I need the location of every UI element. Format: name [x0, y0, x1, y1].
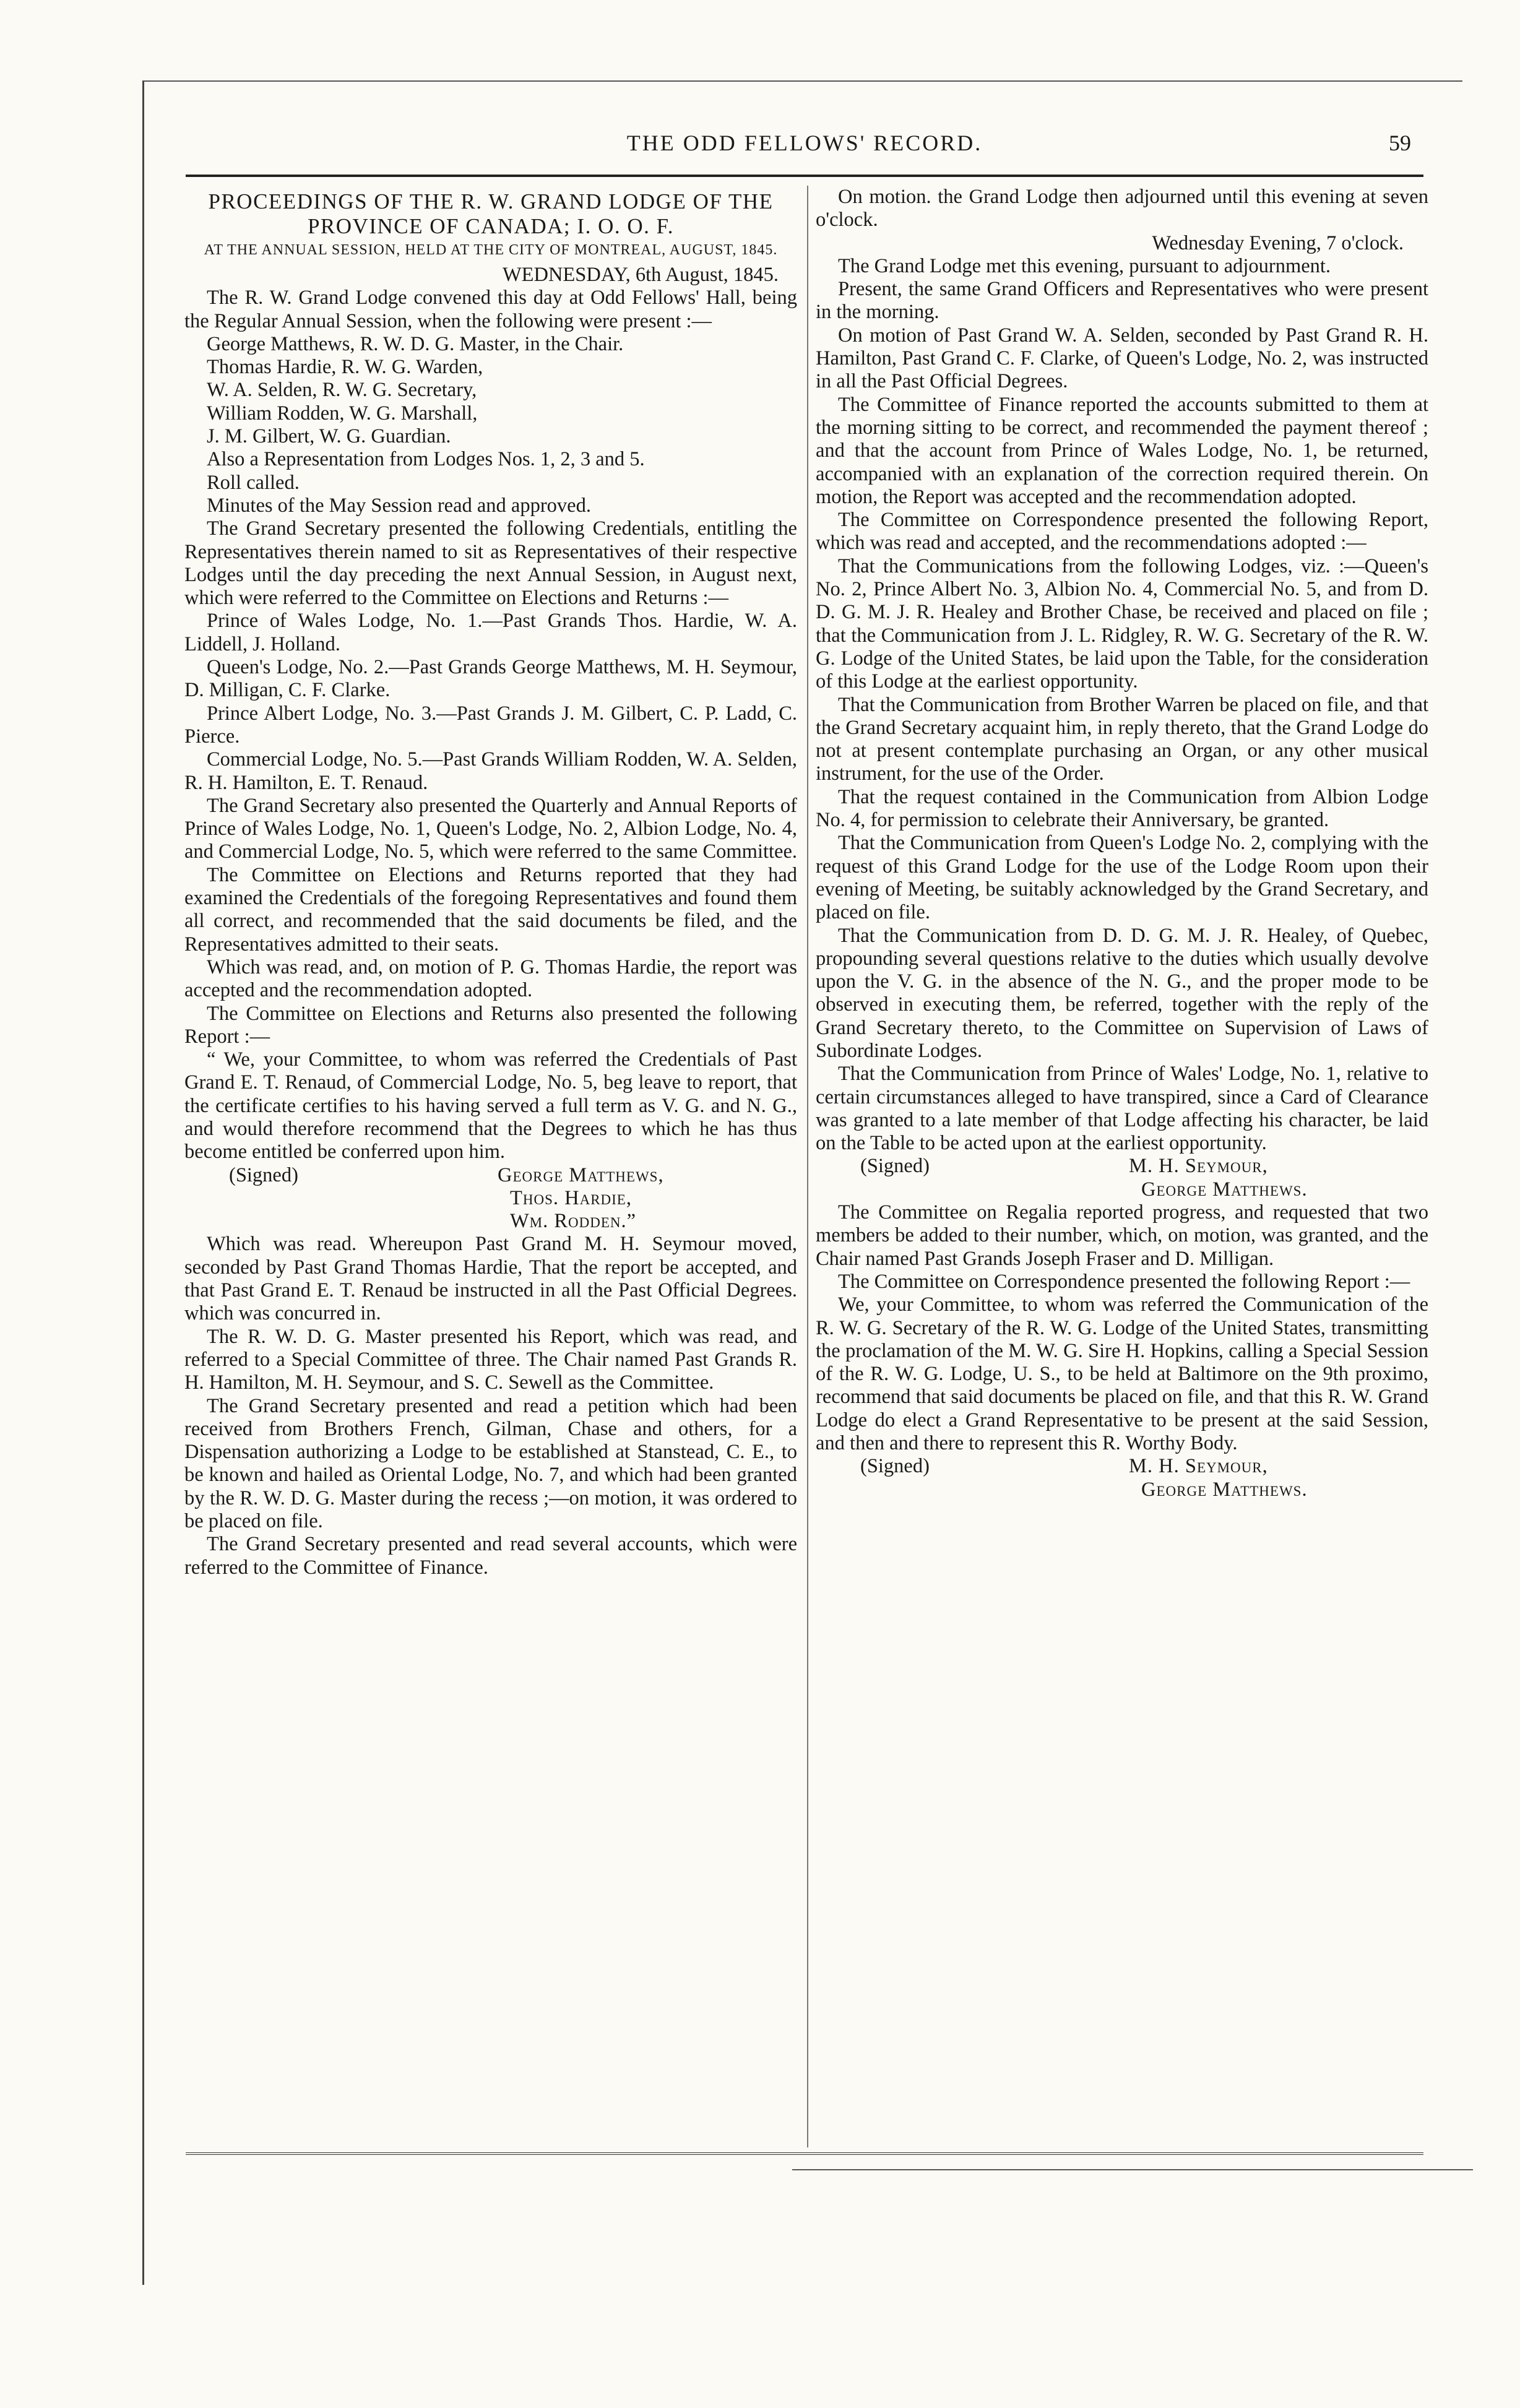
present-member: William Rodden, W. G. Marshall, [207, 402, 478, 425]
paragraph: Prince of Wales Lodge, No. 1.—Past Grands Thos. Hardie, W. A. Liddell, J. Holland. [184, 610, 797, 655]
paragraph: Roll called. [207, 471, 300, 494]
paragraph: Queen's Lodge, No. 2.—Past Grands George Matthews, M. H. Seymour, D. Milligan, C. F. Clarke. [184, 656, 797, 702]
paragraph: The Committee on Correspondence presented the following Report, which was read and accepted, and the recommendations adopted :— [816, 509, 1428, 555]
paragraph: We, your Committee, to whom was referred the Communication of the R. W. G. Secretary of the R. W. G. Lodge of the United States, transmitting the proclamation of the M. W. G. Sire H. Hopkins, calling a Special Session of the R. W. G. Lodge, U. S., to be held at Baltimore on the 9th proximo, recommend that said documents be placed on file, and that this R. W. Grand Lodge do elect a Grand Representative to be present at the said Session, and then and there to represent this R. Worthy Body. [816, 1293, 1428, 1455]
left-column [184, 186, 797, 1579]
present-member: Thomas Hardie, R. W. G. Warden, [207, 356, 483, 379]
paragraph: Which was read. Whereupon Past Grand M. H. Seymour moved, seconded by Past Grand Thomas Hardie, That the report be accepted, and that Past Grand E. T. Renaud be instructed in all the Past Official Degrees. which was concurred in. [184, 1233, 797, 1325]
signed-line [184, 1164, 797, 1187]
signatory: Thos. Hardie, [510, 1186, 632, 1209]
paragraph: The Committee on Elections and Returns reported that they had examined the Credentials of the foregoing Representatives and found them all correct, and recommended that the said documents be filed, and the Representatives admitted to their seats. [184, 863, 797, 956]
paragraph: The Grand Secretary also presented the Quarterly and Annual Reports of Prince of Wales Lodge, No. 1, Queen's Lodge, No. 2, Albion Lodge, No. 4, and Commercial Lodge, No. 5, which were referred to the same Committee. [184, 794, 798, 863]
page-header [186, 130, 1423, 173]
signed-line [816, 1155, 1428, 1178]
paragraph: On motion of Past Grand W. A. Selden, seconded by Past Grand R. H. Hamilton, Past Grand C. F. Clarke, of Queen's Lodge, No. 2, was instructed in all the Past Official Degrees. [816, 324, 1428, 393]
paragraph: The Grand Secretary presented the following Credentials, entitling the Representatives therein named to sit as Representatives of their respective Lodges until the day preceding the next Annual Session, in August next, which were referred to the Committee on Elections and Returns :— [184, 517, 797, 610]
footer-rule-secondary [792, 2169, 1473, 2170]
paragraph: “ We, your Committee, to whom was referred the Credentials of Past Grand E. T. Renaud, of Commercial Lodge, No. 5, beg leave to report, that the certificate certifies to his having served a full term as V. G. and N. G., and would therefore recommend that the Degrees to which he has thus become entitled be conferred upon him. [184, 1048, 797, 1163]
paragraph: The Grand Secretary presented and read several accounts, which were referred to the Committee of Finance. [184, 1533, 797, 1579]
present-member: George Matthews, R. W. D. G. Master, in the Chair. [207, 332, 624, 355]
signatory: M. H. Seymour, [1129, 1455, 1268, 1478]
signed-label: (Signed) [860, 1155, 930, 1178]
paragraph: Prince Albert Lodge, No. 3.—Past Grands J. M. Gilbert, C. P. Ladd, C. Pierce. [184, 702, 797, 748]
article-title: PROCEEDINGS OF THE R. W. GRAND LODGE OF THE PROVINCE OF CANADA; I. O. O. F. [208, 189, 774, 238]
article-title-block [184, 189, 797, 261]
article-subtitle: AT THE ANNUAL SESSION, HELD AT THE CITY OF MONTREAL, AUGUST, 1845. [204, 242, 778, 258]
signatory: George Matthews. [1141, 1178, 1308, 1201]
present-member: W. A. Selden, R. W. G. Secretary, [207, 379, 477, 402]
paragraph: Also a Representation from Lodges Nos. 1, 2, 3 and 5. [207, 448, 645, 471]
paragraph: The Grand Lodge met this evening, pursuant to adjournment. [838, 254, 1331, 277]
paragraph: The R. W. Grand Lodge convened this day at Odd Fellows' Hall, being the Regular Annual Session, when the following were present :— [184, 287, 797, 332]
paragraph: That the Communication from Queen's Lodge No. 2, complying with the request of this Grand Lodge for the use of the Lodge Room upon their evening of Meeting, be suitably acknowledged by the Grand Secretary, and placed on file. [816, 832, 1428, 924]
paragraph: The Committee of Finance reported the accounts submitted to them at the morning sitting to be correct, and recommended the payment thereof ; and that the account from Prince of Wales Lodge, No. 1, be returned, accompanied with an explanation of the correction required therein. On motion, the Report was accepted and the recommendation adopted. [816, 393, 1428, 508]
paragraph: That the Communication from Prince of Wales' Lodge, No. 1, relative to certain circumstances alleged to have transpired, since a Card of Clearance was granted to a late member of that Lodge affecting his character, be laid on the Table to be acted upon at the earliest opportunity. [816, 1063, 1428, 1155]
signatory: Wm. Rodden.” [510, 1210, 637, 1233]
paragraph: Minutes of the May Session read and approved. [207, 494, 591, 517]
paragraph: The Grand Secretary presented and read a petition which had been received from Brothers French, Gilman, Chase and others, for a Dispensation authorizing a Lodge to be established at Stanstead, C. E., to be known and hailed as Oriental Lodge, No. 7, and which had been granted by the R. W. D. G. Master during the recess ;—on motion, it was ordered to be placed on file. [184, 1394, 797, 1533]
paragraph: The R. W. D. G. Master presented his Report, which was read, and referred to a Special Committee of three. The Chair named Past Grands R. H. Hamilton, M. H. Seymour, and S. C. Sewell as the Committee. [184, 1325, 797, 1394]
right-column [816, 186, 1428, 1501]
paragraph: On motion. the Grand Lodge then adjourned until this evening at seven o'clock. [816, 186, 1428, 231]
column-divider [807, 186, 808, 2147]
paragraph: The Committee on Regalia reported progress, and requested that two members be added to their number, which, on motion, was granted, and the Chair named Past Grands Joseph Fraser and D. Milligan. [816, 1201, 1428, 1270]
signed-line [816, 1455, 1428, 1478]
footer-rule [186, 2152, 1423, 2157]
present-member: J. M. Gilbert, W. G. Guardian. [207, 425, 451, 448]
paragraph: That the Communications from the following Lodges, viz. :—Queen's No. 2, Prince Albert No. 3, Albion No. 4, Commercial No. 5, and from D. D. G. M. J. R. Healey and Brother Chase, be received and placed on file ; that the Communication from J. L. Ridgley, R. W. G. Secretary of the R. W. G. Lodge of the United States, be laid upon the Table, for the consideration of this Lodge at the earliest opportunity. [816, 555, 1428, 693]
paragraph: That the request contained in the Communication from Albion Lodge No. 4, for permission to celebrate their Anniversary, be granted. [816, 785, 1428, 832]
paragraph: Which was read, and, on motion of P. G. Thomas Hardie, the report was accepted and the recommendation adopted. [184, 956, 797, 1002]
signed-label: (Signed) [229, 1163, 298, 1186]
signed-label: (Signed) [860, 1455, 930, 1478]
signatory: George Matthews. [1141, 1478, 1308, 1501]
paragraph: That the Communication from Brother Warren be placed on file, and that the Grand Secretary acquaint him, in reply thereto, that the Grand Lodge do not at present contemplate purchasing an Organ, or any other musical instrument, for the use of the Order. [816, 693, 1428, 785]
page-number: 59 [1389, 131, 1411, 155]
header-rule [186, 175, 1423, 179]
paragraph: The Committee on Correspondence presented the following Report :— [838, 1270, 1410, 1293]
signatory: M. H. Seymour, [1129, 1155, 1268, 1178]
running-title: THE ODD FELLOWS' RECORD. [626, 131, 983, 155]
paragraph: Commercial Lodge, No. 5.—Past Grands William Rodden, W. A. Selden, R. H. Hamilton, E. T. Renaud. [184, 748, 797, 794]
paragraph: That the Communication from D. D. G. M. J. R. Healey, of Quebec, propounding several questions relative to the duties which usually devolve upon the V. G. in the absence of the N. G., and the proper mode to be observed in executing them, be referred, together with the reply of the Grand Secretary thereto, to the Committee on Supervision of Laws of Subordinate Lodges. [816, 924, 1428, 1062]
paragraph: The Committee on Elections and Returns also presented the following Report :— [184, 1002, 797, 1048]
signatory: George Matthews, [498, 1163, 664, 1186]
paragraph: Present, the same Grand Officers and Representatives who were present in the morning. [816, 278, 1428, 324]
dateline: Wednesday Evening, 7 o'clock. [1152, 231, 1404, 254]
dateline: WEDNESDAY, 6th August, 1845. [502, 264, 779, 286]
